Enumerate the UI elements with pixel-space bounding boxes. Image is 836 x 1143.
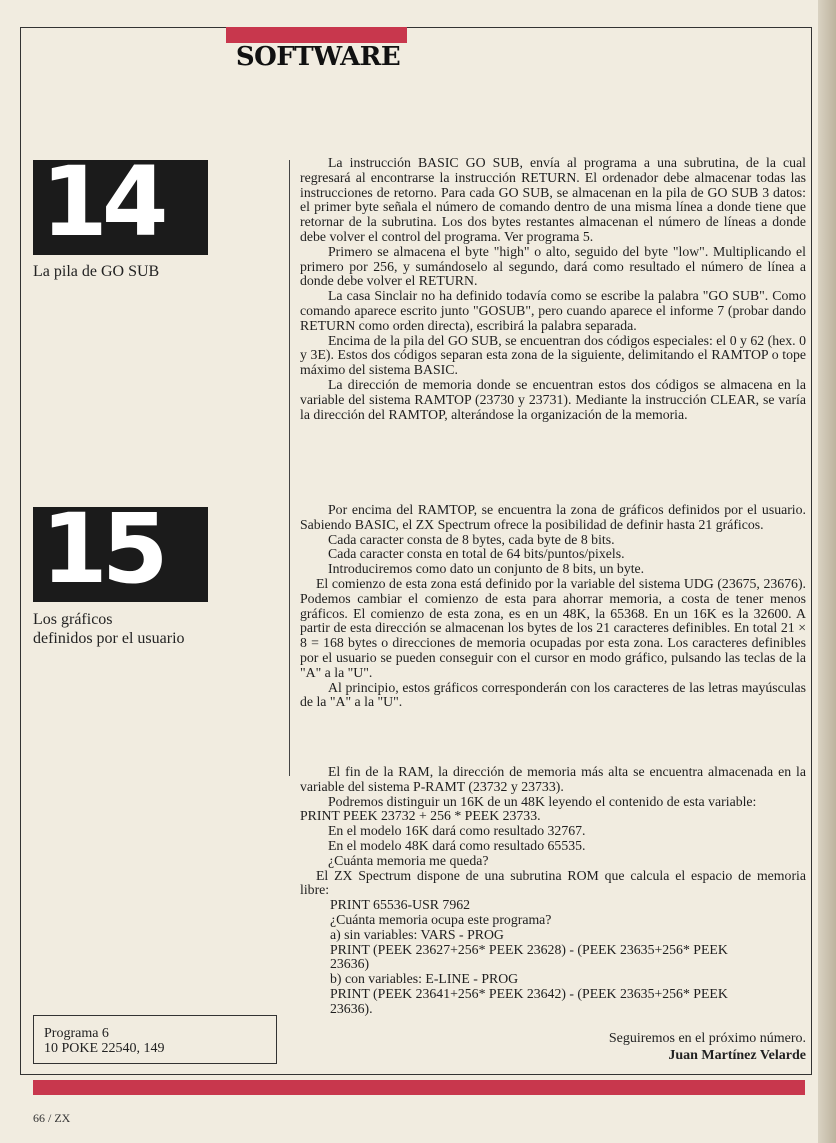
paragraph: ¿Cuánta memoria me queda? xyxy=(328,852,489,868)
section-heading-14: La pila de GO SUB xyxy=(33,263,160,280)
code-line: PRINT PEEK 23732 + 256 * PEEK 23733. xyxy=(300,808,541,824)
section-number-14: 14 xyxy=(41,160,163,255)
code-line: 23636). xyxy=(330,1000,373,1016)
paragraph: Cada caracter consta de 8 bytes, cada byte de 8 bits. xyxy=(328,531,615,547)
section-number-15: 15 xyxy=(41,507,163,602)
section-15-body xyxy=(300,503,806,710)
section-heading-15 xyxy=(33,610,233,648)
paragraph: Podremos distinguir un 16K de un 48K leyendo el contenido de esta variable: xyxy=(328,793,757,809)
top-accent-bar xyxy=(226,27,407,43)
programa-title: Programa 6 xyxy=(44,1026,109,1041)
paragraph: Por encima del RAMTOP, se encuentra la zona de gráficos definidos por el usuario. Sabiendo BASIC, el ZX Spectrum ofrece la posibilidad de definir hasta 21 gráficos. xyxy=(300,502,806,532)
paragraph: La dirección de memoria donde se encuentran estos dos códigos se almacena en la variable del sistema RAMTOP (23730 y 23731). Mediante la instrucción CLEAR, se varía la dirección del RAMTOP, alterándose la organización de la memoria. xyxy=(300,376,806,422)
list-item: b) con variables: E-LINE - PROG xyxy=(330,971,519,987)
section-number-badge-15 xyxy=(33,507,208,602)
paragraph: La casa Sinclair no ha definido todavía como se escribe la palabra "GO SUB". Como comando aparece escrito junto "GOSUB", pero cuando aparece el informe 7 (probar dando RETURN como orden directa), escribirá la palabra separada. xyxy=(300,288,806,333)
paragraph: ¿Cuánta memoria ocupa este programa? xyxy=(330,911,552,927)
section-title: SOFTWARE xyxy=(235,42,401,72)
paragraph: Al principio, estos gráficos corresponderán con los caracteres de las letras mayúsculas de la "A" a la "U". xyxy=(300,679,806,710)
paragraph: Primero se almacena el byte "high" o alto, seguido del byte "low". Multiplicando el primero por 256, y sumándoselo al segundo, dará como resultado el número de línea a donde debe volver el RETURN. xyxy=(300,243,806,289)
page-number: 66 / ZX xyxy=(33,1111,71,1125)
paragraph: En el modelo 48K dará como resultado 65535. xyxy=(328,837,586,853)
author-name: Juan Martínez Velarde xyxy=(668,1048,806,1063)
paragraph: El ZX Spectrum dispone de una subrutina ROM que calcula el espacio de memoria libre: xyxy=(300,867,806,898)
section-14-body xyxy=(300,156,806,422)
code-line: PRINT (PEEK 23641+256* PEEK 23642) - (PEEK 23635+256* PEEK xyxy=(330,985,728,1001)
closing-line: Seguiremos en el próximo número. xyxy=(608,1031,806,1046)
code-line: 23636) xyxy=(330,956,370,972)
paragraph: El fin de la RAM, la dirección de memoria más alta se encuentra almacenada en la variable del sistema P-RAMT (23732 y 23733). xyxy=(300,764,806,794)
programa-box xyxy=(33,1015,277,1064)
paragraph: El comienzo de esta zona está definido por la variable del sistema UDG (23675, 23676). Podemos cambiar el comienzo de esta para ahorrar memoria, a costa de tener menos gráficos. El comienzo de esta zona, es en un 48K, la 65368. En un 16K es la 32600. A partir de esta dirección se almacenan los bytes de los 21 caracteres definibles. En total 21 × 8 = 168 bytes o direcciones de memoria ocupadas por esta zona. Los caracteres definibles por el usuario se pueden conseguir con el cursor en modo gráfico, pulsando las teclas de la "A" a la "U". xyxy=(300,575,806,680)
page-edge-shadow xyxy=(818,0,836,1143)
paragraph: En el modelo 16K dará como resultado 32767. xyxy=(328,823,586,839)
section-number-badge-14 xyxy=(33,160,208,255)
programa-line: 10 POKE 22540, 149 xyxy=(44,1041,165,1056)
code-line: PRINT (PEEK 23627+256* PEEK 23628) - (PEEK 23635+256* PEEK xyxy=(330,941,728,957)
ram-section-body xyxy=(300,765,806,1017)
closing-block xyxy=(460,1030,806,1064)
section-heading-15-line2: definidos por el usuario xyxy=(33,630,185,647)
paragraph: Encima de la pila del GO SUB, se encuentran dos códigos especiales: el 0 y 62 (hex. 0 y 3E). Estos dos códigos separan esta zona de la siguiente, delimitando el RAMTOP o tope máximo del sistema BASIC. xyxy=(300,332,806,378)
code-line: PRINT 65536-USR 7962 xyxy=(330,897,471,913)
paragraph: Cada caracter consta en total de 64 bits/puntos/pixels. xyxy=(328,546,625,562)
paragraph: La instrucción BASIC GO SUB, envía al programa a una subrutina, de la cual regresará al encontrarse la instrucción RETURN. El ordenador debe almacenar todas las instrucciones de retorno. Para cada GO SUB, se almacenan en la pila de GO SUB 3 datos: el primer byte señala el número de comando dentro de una misma línea a donde tiene que retornar de la subrutina. Los dos bytes restantes almacenan el número de líneas a donde debe volver el control del programa. Ver programa 5. xyxy=(300,155,806,244)
bottom-accent-bar xyxy=(33,1080,805,1095)
column-divider xyxy=(289,160,290,776)
section-heading-15-line1: Los gráficos xyxy=(33,611,113,628)
paragraph: Introduciremos como dato un conjunto de 8 bits, un byte. xyxy=(328,561,645,577)
list-item: a) sin variables: VARS - PROG xyxy=(330,926,504,942)
